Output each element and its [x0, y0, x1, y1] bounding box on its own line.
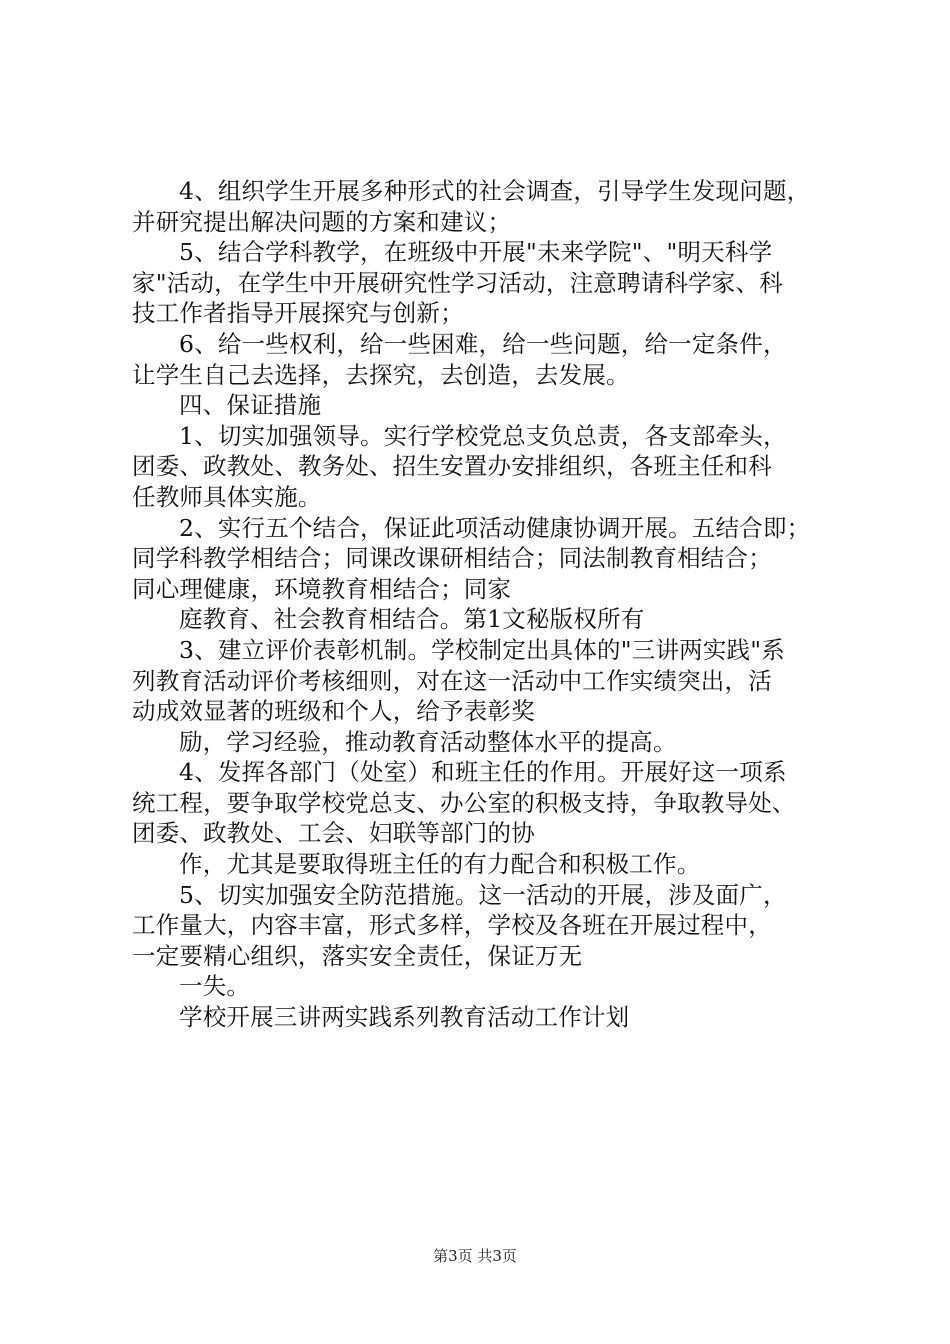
section-heading: 四、保证措施: [179, 391, 322, 420]
text-line: 一失。: [179, 972, 251, 1001]
page-number-label: 第3页 共3页: [433, 1247, 517, 1265]
text-line: 同学科教学相结合；同课改课研相结合；同法制教育相结合；: [132, 544, 772, 573]
text-line: 动成效显著的班级和个人，给予表彰奖: [132, 697, 535, 726]
text-line: 工作量大，内容丰富，形式多样，学校及各班在开展过程中，: [132, 911, 772, 940]
text-line: 团委、政教处、工会、妇联等部门的协: [132, 819, 535, 848]
text-line: 一定要精心组织，落实安全责任，保证万无: [132, 941, 583, 970]
page-footer: [0, 1246, 950, 1266]
text-line: 5、切实加强安全防范措施。这一活动的开展，涉及面广，: [179, 880, 787, 909]
text-line: 4、发挥各部门（处室）和班主任的作用。开展好这一项系: [179, 758, 787, 787]
text-line: 作，尤其是要取得班主任的有力配合和积极工作。: [179, 850, 701, 879]
text-line: 列教育活动评价考核细则，对在这一活动中工作实绩突出，活: [132, 666, 772, 695]
text-line: 励，学习经验，推动教育活动整体水平的提高。: [179, 727, 677, 756]
document-body: [132, 176, 832, 1033]
text-line: 1、切实加强领导。实行学校党总支负总责，各支部牵头，: [179, 421, 787, 450]
text-line: 2、实行五个结合，保证此项活动健康协调开展。五结合即；: [179, 513, 811, 542]
text-line: 3、建立评价表彰机制。学校制定出具体的"三讲两实践"系: [179, 635, 785, 664]
text-line: 庭教育、社会教育相结合。第1文秘版权所有: [179, 605, 645, 634]
text-line: 家"活动，在学生中开展研究性学习活动，注意聘请科学家、科: [132, 268, 783, 297]
text-line: 团委、政教处、教务处、招生安置办安排组织，各班主任和科: [132, 452, 772, 481]
text-line: 4、组织学生开展多种形式的社会调查，引导学生发现问题，: [179, 177, 811, 205]
text-line: 6、给一些权利，给一些困难，给一些问题，给一定条件，: [179, 329, 787, 358]
text-line: 技工作者指导开展探究与创新；: [132, 299, 464, 328]
text-line: 并研究提出解决问题的方案和建议；: [132, 207, 512, 236]
document-title-line: 学校开展三讲两实践系列教育活动工作计划: [179, 1003, 630, 1032]
text-line: 同心理健康，环境教育相结合；同家: [132, 574, 512, 603]
text-line: 5、结合学科教学，在班级中开展"未来学院"、"明天科学: [179, 238, 773, 267]
text-line: 让学生自己去选择，去探究，去创造，去发展。: [132, 360, 630, 389]
text-line: 统工程，要争取学校党总支、办公室的积极支持，争取教导处、: [132, 788, 796, 817]
text-line: 任教师具体实施。: [132, 482, 322, 511]
